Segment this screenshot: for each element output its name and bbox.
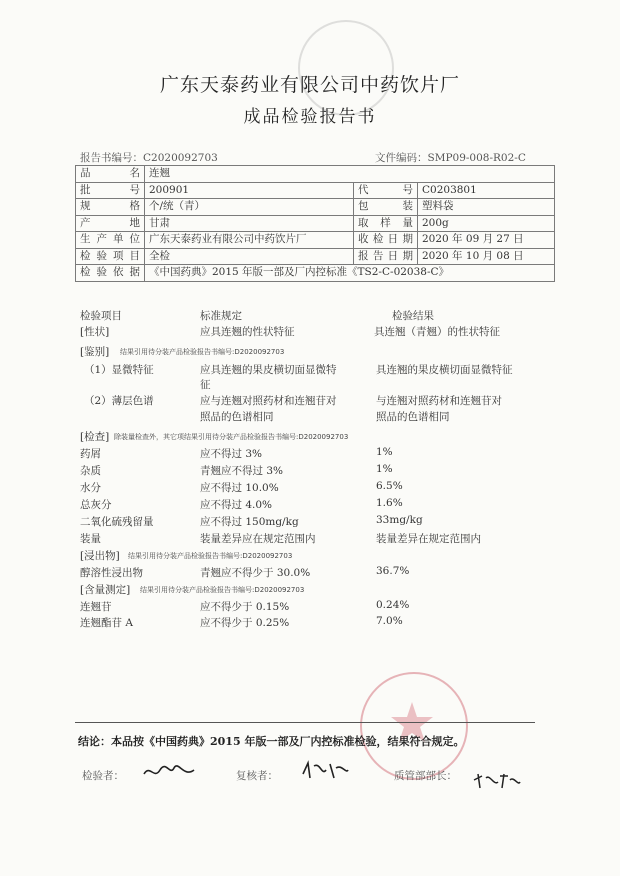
info-row-basis <box>76 265 555 282</box>
extract-note: 结果引用待分装产品检验报告书编号:D2020092703 <box>128 552 293 560</box>
check-title: [检查] <box>80 431 110 443</box>
receive-date-label: 收检日期 <box>354 232 418 249</box>
spec-label: 规格 <box>76 199 145 216</box>
info-row-item <box>76 248 555 265</box>
report-date-value: 2020 年 10 月 08 日 <box>418 248 555 265</box>
report-number-value: C2020092703 <box>143 152 218 164</box>
qa-signature <box>472 770 522 796</box>
sample-value: 200g <box>418 215 555 232</box>
batch-label: 批号 <box>76 182 145 199</box>
producer-value: 广东天泰药业有限公司中药饮片厂 <box>145 232 354 249</box>
col-std-header: 标准规定 <box>200 310 242 322</box>
product-label: 品名 <box>76 166 145 183</box>
check-row-name: 杂质 <box>80 465 101 477</box>
col-result-header: 检验结果 <box>392 310 434 322</box>
check-row-result: 6.5% <box>376 480 403 492</box>
info-row-batch <box>76 182 555 199</box>
col-item-header: 检验项目 <box>80 310 122 322</box>
check-row-result: 1% <box>376 463 393 475</box>
product-value: 连翘 <box>145 166 555 183</box>
qa-label: 质管部部长： <box>394 770 457 782</box>
spec-value: 个/统（青） <box>145 199 354 216</box>
ident1-std-line1: 应具连翘的果皮横切面显微特 <box>200 364 337 376</box>
reviewer-label: 复核者： <box>236 770 278 782</box>
info-row-origin <box>76 215 555 232</box>
document-title: 成品检验报告书 <box>243 107 377 127</box>
check-row-name: 装量 <box>80 533 101 545</box>
info-row-product <box>76 166 555 183</box>
info-row-spec <box>76 199 555 216</box>
item-value: 全检 <box>145 248 354 265</box>
assay-row-std: 应不得少于 0.25% <box>200 617 290 629</box>
sample-label: 取样量 <box>354 215 418 232</box>
file-number <box>375 150 526 165</box>
ident2-result-line2: 照品的色谱相同 <box>376 411 450 423</box>
conclusion: 结论：本品按《中国药典》2015 年版一部及厂内控标准检验，结果符合规定。 <box>78 735 465 748</box>
extract-std: 青翘应不得少于 30.0% <box>200 567 311 579</box>
assay-row-result: 7.0% <box>376 615 403 627</box>
inspector-label: 检验者： <box>82 770 124 782</box>
check-row-result: 装量差异在规定范围内 <box>376 533 481 545</box>
check-row-std: 应不得过 3% <box>200 448 262 460</box>
code-label: 代号 <box>354 182 418 199</box>
assay-row-std: 应不得少于 0.15% <box>200 601 290 613</box>
package-value: 塑料袋 <box>418 199 555 216</box>
character-result: 具连翘（青翘）的性状特征 <box>374 326 500 338</box>
ident1-name: （1）显微特征 <box>84 364 154 376</box>
assay-row-result: 0.24% <box>376 599 410 611</box>
producer-label: 生产单位 <box>76 232 145 249</box>
report-date-label: 报告日期 <box>354 248 418 265</box>
check-row-name: 药屑 <box>80 448 101 460</box>
ident1-result: 具连翘的果皮横切面显微特征 <box>376 364 513 376</box>
inspector-signature <box>142 762 196 786</box>
check-row-std: 应不得过 4.0% <box>200 499 273 511</box>
extract-name: 醇溶性浸出物 <box>80 567 143 579</box>
check-row-std: 应不得过 150mg/kg <box>200 516 299 528</box>
file-number-value: SMP09-008-R02-C <box>427 152 526 164</box>
ident2-std-line2: 照品的色谱相同 <box>200 411 274 423</box>
package-label: 包装 <box>354 199 418 216</box>
assay-row-name: 连翘酯苷 A <box>80 617 133 629</box>
assay-row-name: 连翘苷 <box>80 601 112 613</box>
check-row-name: 水分 <box>80 482 101 494</box>
report-number <box>80 150 218 165</box>
origin-label: 产地 <box>76 215 145 232</box>
ident-note: 结果引用待分装产品检验报告书编号:D2020092703 <box>120 348 285 356</box>
star-icon <box>360 672 464 776</box>
info-row-producer <box>76 232 555 249</box>
check-row-result: 1% <box>376 446 393 458</box>
conclusion-divider <box>75 722 535 723</box>
ident-title: [鉴别] <box>80 346 110 358</box>
company-title: 广东天泰药业有限公司中药饮片厂 <box>159 74 460 96</box>
info-table <box>75 165 555 282</box>
check-note: 除装量检查外，其它项结果引用待分装产品检验报告书编号:D2020092703 <box>114 433 349 441</box>
report-number-label: 报告书编号： <box>80 152 143 164</box>
character-std: 应具连翘的性状特征 <box>200 326 295 338</box>
basis-label: 检验依据 <box>76 265 145 282</box>
extract-title: [浸出物] <box>80 550 120 562</box>
check-row-result: 33mg/kg <box>376 514 423 526</box>
reviewer-signature <box>300 760 350 786</box>
ident2-std-line1: 应与连翘对照药材和连翘苷对 <box>200 395 337 407</box>
character-title: [性状] <box>80 326 110 338</box>
file-number-label: 文件编码： <box>375 152 428 164</box>
check-row-name: 总灰分 <box>80 499 112 511</box>
check-row-std: 应不得过 10.0% <box>200 482 279 494</box>
ident1-std-line2: 征 <box>200 379 211 391</box>
origin-value: 甘肃 <box>145 215 354 232</box>
basis-value: 《中国药典》2015 年版一部及厂内控标准《TS2-C-02038-C》 <box>145 265 555 282</box>
receive-date-value: 2020 年 09 月 27 日 <box>418 232 555 249</box>
batch-value: 200901 <box>145 182 354 199</box>
company-seal <box>360 672 468 780</box>
check-row-std: 装量差异应在规定范围内 <box>200 533 316 545</box>
check-row-name: 二氧化硫残留量 <box>80 516 154 528</box>
ident2-result-line1: 与连翘对照药材和连翘苷对 <box>376 395 502 407</box>
assay-note: 结果引用待分装产品检验报告书编号:D2020092703 <box>140 586 305 594</box>
extract-result: 36.7% <box>376 565 410 577</box>
assay-title: [含量测定] <box>80 584 131 596</box>
item-label: 检验项目 <box>76 248 145 265</box>
ident2-name: （2）薄层色谱 <box>84 395 154 407</box>
code-value: C0203801 <box>418 182 555 199</box>
check-row-std: 青翘应不得过 3% <box>200 465 283 477</box>
check-row-result: 1.6% <box>376 497 403 509</box>
